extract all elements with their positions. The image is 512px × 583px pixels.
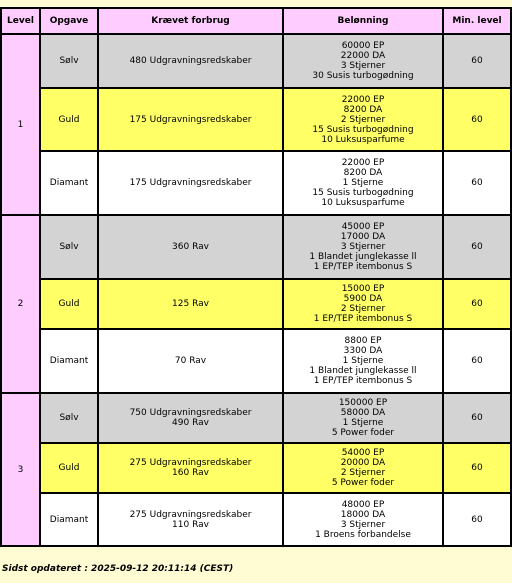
reward-cell (284, 394, 442, 442)
reward-line: 1 Blandet junglekasse ll (309, 252, 417, 262)
reward-line: 15 Susis turbogødning (312, 188, 414, 198)
reward-line: 18000 DA (340, 509, 386, 520)
reward-line: 22000 EP (341, 158, 385, 168)
task-cell: Sølv (41, 216, 97, 278)
cost-line: 160 Rav (172, 468, 209, 478)
reward-line: 10 Luksusparfume (321, 198, 405, 208)
cost-cell (99, 216, 282, 278)
min-level-cell: 60 (444, 35, 510, 87)
reward-cell (284, 216, 442, 278)
table-header-row (2, 9, 510, 33)
reward-line: 5 Power foder (331, 478, 395, 488)
table-row (2, 216, 510, 278)
cost-cell (99, 494, 282, 545)
table-row (2, 280, 510, 328)
reward-line: 30 Susis turbogødning (312, 71, 414, 81)
reward-line: 3 Stjerner (340, 519, 386, 530)
reward-line: 8800 EP (344, 336, 382, 346)
task-cell: Sølv (41, 35, 97, 87)
cost-line: 360 Rav (172, 242, 209, 252)
cost-cell (99, 280, 282, 328)
cost-cell (99, 89, 282, 150)
task-cell: Diamant (41, 494, 97, 545)
reward-line: 58000 DA (340, 408, 386, 418)
task-cell: Guld (41, 444, 97, 492)
level-cell: 1 (2, 35, 39, 214)
min-level-cell: 60 (444, 394, 510, 442)
cost-cell (99, 444, 282, 492)
min-level-cell: 60 (444, 494, 510, 545)
task-cell: Guld (41, 89, 97, 150)
reward-line: 15000 EP (341, 284, 385, 294)
quest-table-container (0, 7, 512, 547)
reward-line: 60000 EP (341, 41, 385, 51)
reward-cell (284, 35, 442, 87)
cost-line: 480 Udgravningsredskaber (129, 56, 252, 66)
reward-line: 1 Broens forbandelse (315, 529, 411, 540)
table-row (2, 330, 510, 392)
header-task: Opgave (41, 9, 97, 33)
min-level-cell: 60 (444, 280, 510, 328)
task-cell: Diamant (41, 330, 97, 392)
task-cell: Diamant (41, 152, 97, 214)
reward-line: 3 Stjerner (340, 242, 386, 252)
quest-table (0, 7, 512, 547)
reward-cell (284, 89, 442, 150)
reward-line: 2 Stjerner (340, 114, 386, 125)
reward-line: 1 EP/TEP itembonus S (313, 376, 413, 386)
cost-line: 125 Rav (172, 299, 209, 309)
table-row (2, 494, 510, 545)
cost-line: 275 Udgravningsredskaber (129, 509, 252, 520)
reward-line: 1 Blandet junglekasse ll (309, 366, 417, 376)
cost-line: 175 Udgravningsredskaber (129, 178, 252, 188)
cost-cell (99, 152, 282, 214)
reward-line: 15 Susis turbogødning (312, 124, 414, 135)
reward-line: 2 Stjerner (340, 304, 386, 314)
reward-line: 8200 DA (343, 104, 383, 115)
reward-cell (284, 444, 442, 492)
reward-line: 2 Stjerner (340, 468, 386, 478)
reward-line: 10 Luksusparfume (321, 134, 405, 145)
reward-line: 45000 EP (341, 222, 385, 232)
min-level-cell: 60 (444, 216, 510, 278)
min-level-cell: 60 (444, 89, 510, 150)
reward-cell (284, 152, 442, 214)
last-updated-text: Sidst opdateret : 2025-09-12 20:11:14 (CEST) (2, 564, 234, 574)
cost-cell (99, 394, 282, 442)
reward-line: 54000 EP (341, 448, 385, 458)
level-cell: 2 (2, 216, 39, 392)
reward-line: 20000 DA (340, 458, 386, 468)
reward-line: 5 Power foder (331, 428, 395, 438)
reward-cell (284, 494, 442, 545)
min-level-cell: 60 (444, 330, 510, 392)
cost-line: 70 Rav (174, 356, 207, 366)
reward-cell (284, 280, 442, 328)
header-reward: Belønning (284, 9, 442, 33)
reward-line: 8200 DA (343, 168, 383, 178)
min-level-cell: 60 (444, 444, 510, 492)
table-row (2, 444, 510, 492)
cost-cell (99, 330, 282, 392)
min-level-cell: 60 (444, 152, 510, 214)
table-row (2, 394, 510, 442)
reward-line: 1 Stjerne (342, 178, 384, 188)
reward-line: 1 EP/TEP itembonus S (313, 262, 413, 272)
table-body (2, 35, 510, 545)
reward-line: 3300 DA (343, 346, 383, 356)
cost-line: 175 Udgravningsredskaber (129, 114, 252, 125)
reward-line: 22000 DA (340, 51, 386, 61)
cost-line: 275 Udgravningsredskaber (129, 458, 252, 468)
cost-line: 490 Rav (172, 418, 209, 428)
reward-line: 3 Stjerner (340, 61, 386, 71)
reward-line: 5900 DA (343, 294, 383, 304)
header-level: Level (2, 9, 39, 33)
table-row (2, 35, 510, 87)
header-min-level: Min. level (444, 9, 510, 33)
cost-cell (99, 35, 282, 87)
reward-cell (284, 330, 442, 392)
reward-line: 17000 DA (340, 232, 386, 242)
reward-line: 1 EP/TEP itembonus S (313, 314, 413, 324)
reward-line: 22000 EP (341, 94, 385, 105)
cost-line: 750 Udgravningsredskaber (129, 408, 252, 418)
reward-line: 1 Stjerne (342, 356, 384, 366)
level-cell: 3 (2, 394, 39, 545)
header-cost: Krævet forbrug (99, 9, 282, 33)
task-cell: Sølv (41, 394, 97, 442)
reward-line: 1 Stjerne (342, 418, 384, 428)
cost-line: 110 Rav (172, 519, 209, 530)
reward-line: 48000 EP (341, 499, 385, 510)
table-row (2, 89, 510, 150)
table-row (2, 152, 510, 214)
task-cell: Guld (41, 280, 97, 328)
reward-line: 150000 EP (338, 398, 388, 408)
